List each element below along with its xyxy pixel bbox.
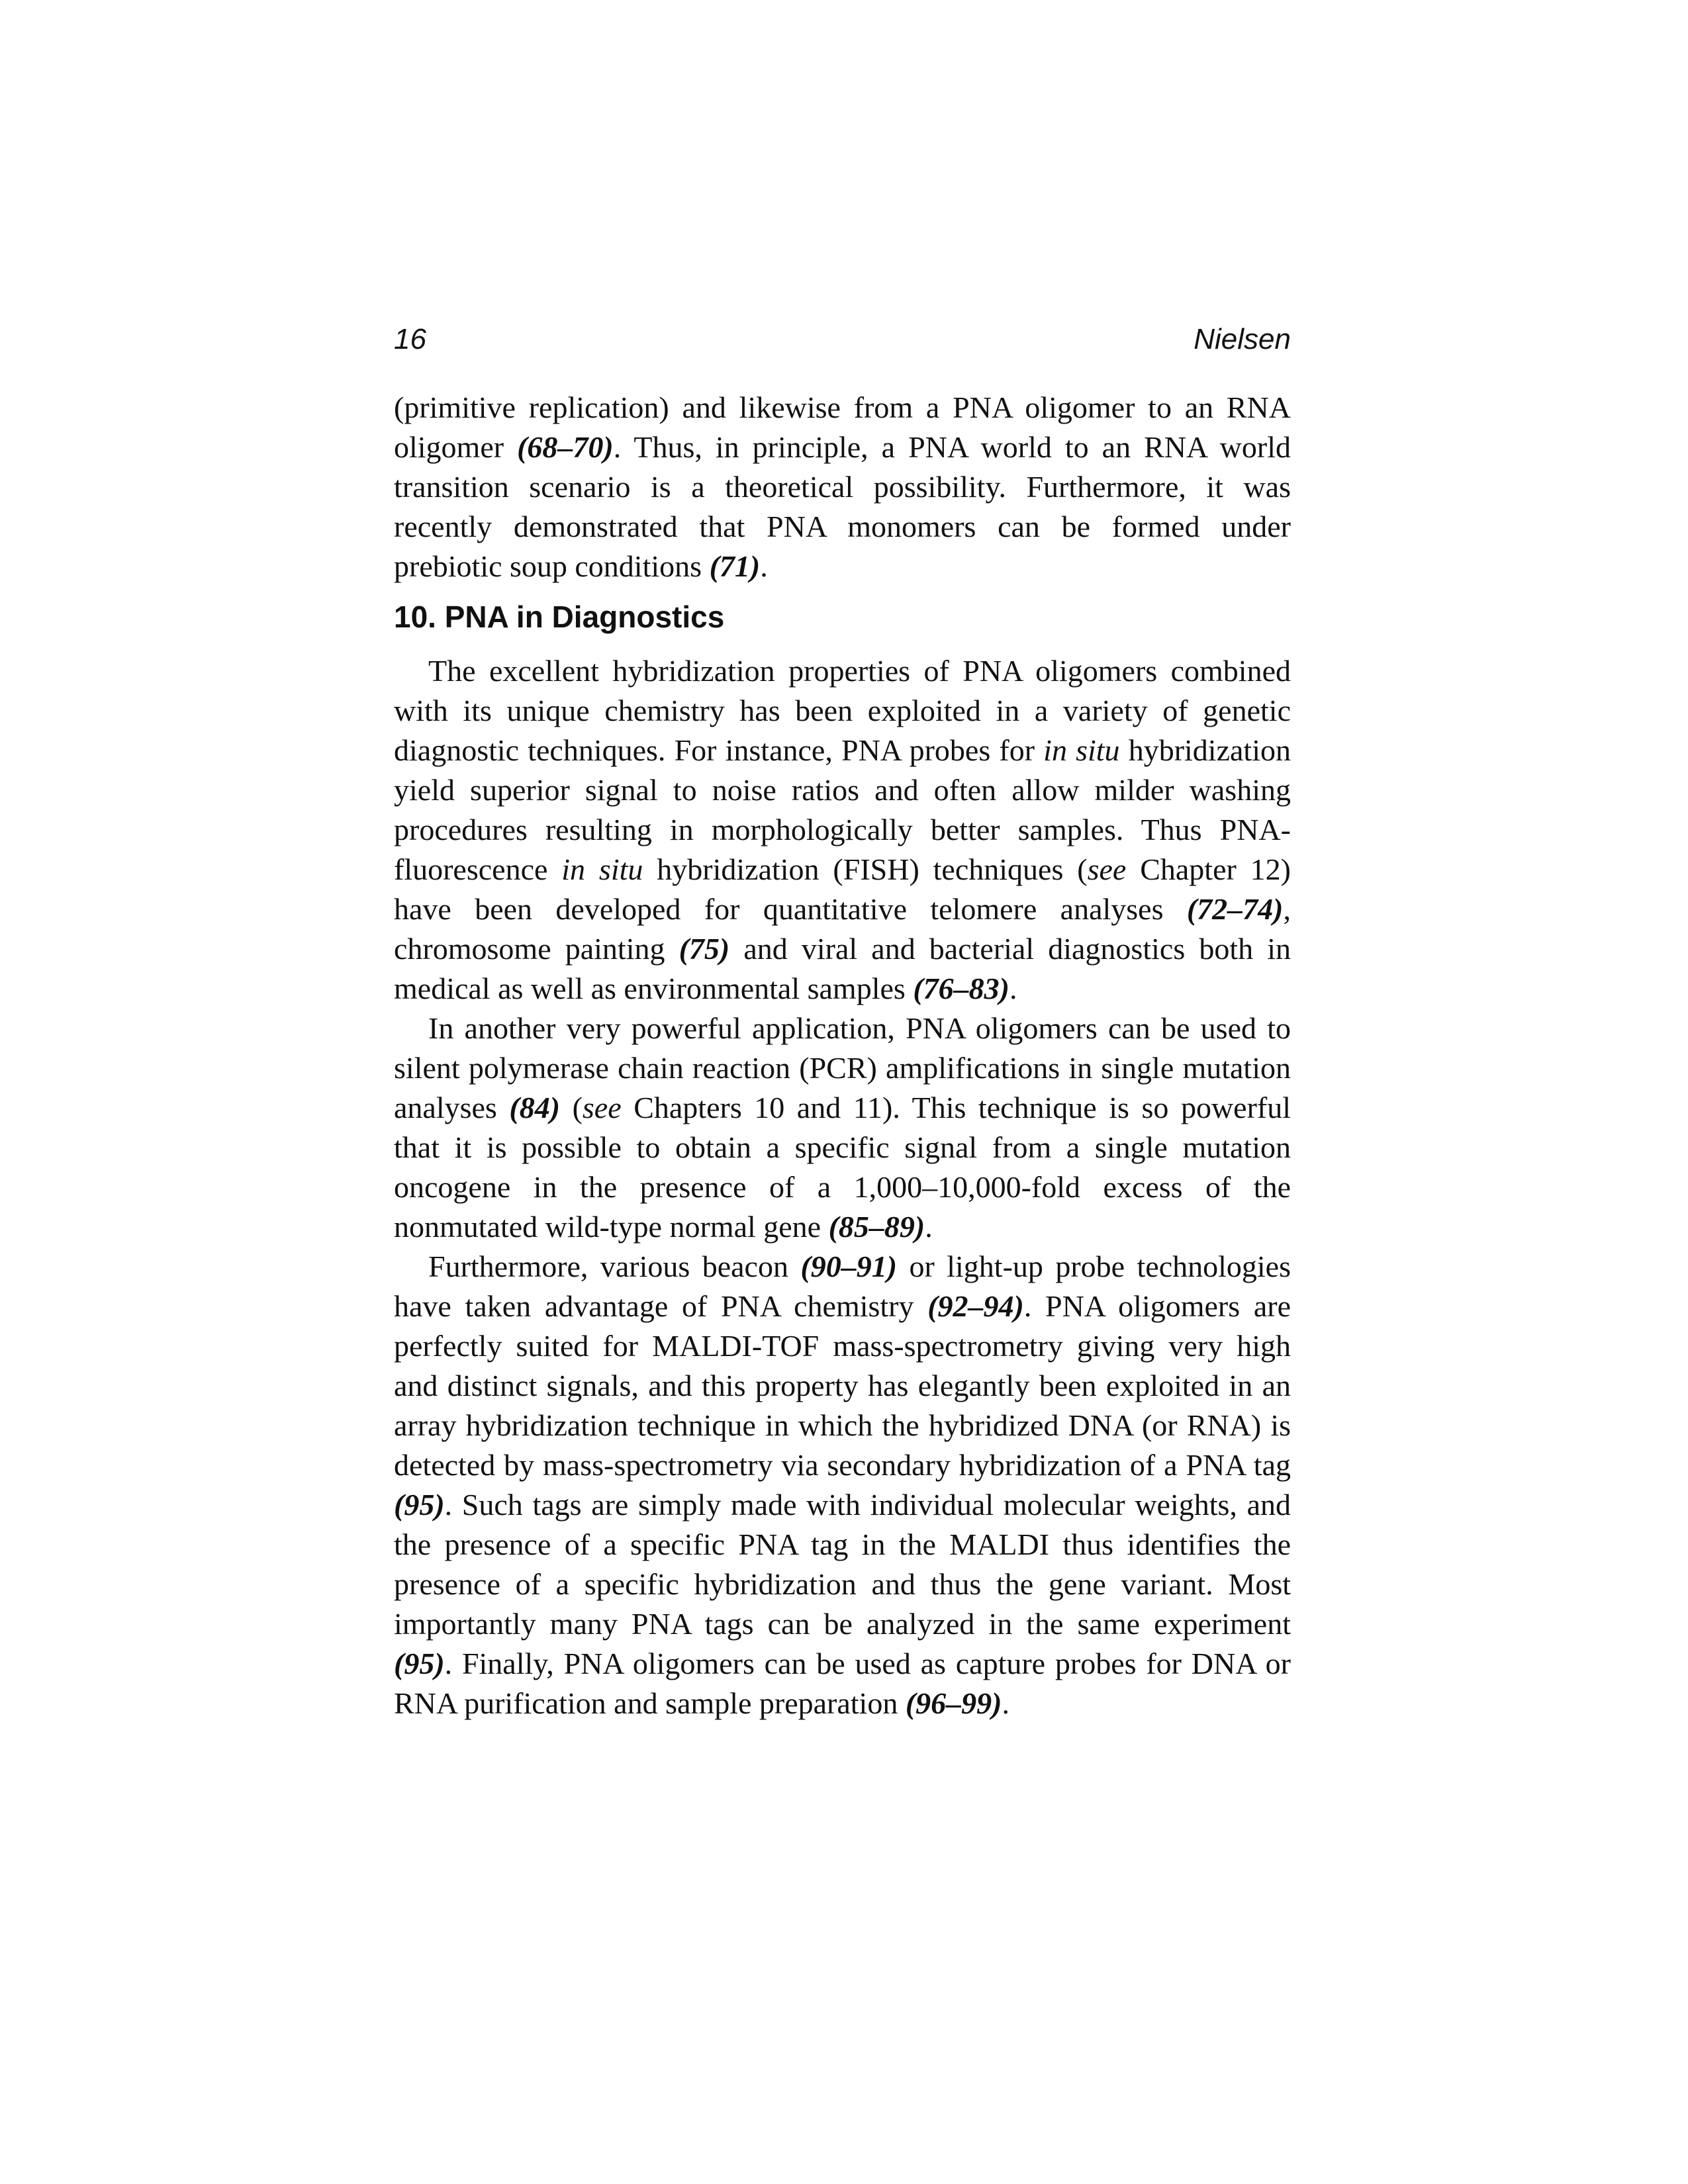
- citation: (96–99): [905, 1686, 1002, 1720]
- text-run: . PNA oligomers are perfectly suited for MALDI-TOF mass-spectrometry giving very high and distinct signals, and this property has elegantly been exploited in an array hybridization technique in which the hybridized DNA (or RNA) is detected by mass-spectrometry via secondary hybridization of a PNA tag: [394, 1289, 1291, 1482]
- text-run: (: [560, 1091, 583, 1124]
- text-run: or light-up probe technologies have taken advantage of PNA chemistry: [394, 1250, 1291, 1323]
- text-run: . Such tags are simply made with individual molecular weights, and the presence of a specific PNA tag in the MALDI thus identifies the presence of a specific hybridization and thus the gene variant. Most importantly many PNA tags can be analyzed in the same experiment: [394, 1488, 1291, 1641]
- text-run: Chapters 10 and 11). This technique is so powerful that it is possible to obtain a specific signal from a single mutation oncogene in the presence of a 1,000–10,000-fold excess of the nonmutated wild-type normal gene: [394, 1091, 1291, 1244]
- text-run: (primitive replication) and likewise from a PNA oligomer to an RNA oligomer: [394, 390, 1291, 464]
- text-run: . Thus, in principle, a PNA world to an RNA world transition scenario is a theoretical possibility. Furthermore, it was recently demonstrated that PNA monomers can be formed under prebiotic soup conditions: [394, 430, 1291, 583]
- text-run: and viral and bacterial diagnostics both in medical as well as environmental samples: [394, 932, 1291, 1005]
- intro-paragraph: [394, 388, 1291, 586]
- citation: (90–91): [800, 1250, 898, 1283]
- citation: (72–74): [1186, 892, 1284, 926]
- running-head-author: Nielsen: [1194, 323, 1291, 355]
- paragraph-diagnostics-2: [394, 1009, 1291, 1247]
- citation: (95): [394, 1647, 445, 1680]
- italic-term: see: [1087, 852, 1127, 886]
- citation: (75): [679, 932, 730, 966]
- text-run: The excellent hybridization properties of PNA oligomers combined with its unique chemistry has been exploited in a variety of genetic diagnostic techniques. For instance, PNA probes for: [394, 654, 1291, 767]
- text-run: hybridization yield superior signal to noise ratios and often allow milder washing procedures resulting in morphologically better samples. Thus PNA-fluorescence: [394, 733, 1291, 886]
- text-run: .: [925, 1210, 933, 1244]
- paragraph-diagnostics-1: [394, 651, 1291, 1009]
- text-run: .: [1002, 1686, 1009, 1720]
- text-run: . Finally, PNA oligomers can be used as capture probes for DNA or RNA purification and sample preparation: [394, 1647, 1291, 1720]
- citation: (76–83): [913, 972, 1009, 1005]
- citation: (85–89): [828, 1210, 925, 1244]
- running-head: [394, 323, 1291, 363]
- section-heading: 10. PNA in Diagnostics: [394, 600, 725, 634]
- citation: (84): [509, 1091, 561, 1124]
- paragraph-diagnostics-3: [394, 1247, 1291, 1723]
- citation: (95): [394, 1488, 445, 1522]
- italic-term: see: [582, 1091, 622, 1124]
- italic-term: in situ: [561, 852, 643, 886]
- text-run: .: [760, 549, 768, 583]
- text-run: In another very powerful application, PNA oligomers can be used to silent polymerase chain reaction (PCR) amplifications in single mutation analyses: [394, 1011, 1291, 1124]
- text-run: Furthermore, various beacon: [428, 1250, 801, 1283]
- text-run: Chapter 12) have been developed for quantitative telomere analyses: [394, 852, 1291, 926]
- text-run: , chromosome painting: [394, 892, 1291, 966]
- page-number: 16: [394, 323, 426, 355]
- text-run: .: [1009, 972, 1017, 1005]
- citation: (92–94): [927, 1289, 1024, 1323]
- citation: (68–70): [517, 430, 614, 464]
- citation: (71): [709, 549, 761, 583]
- text-run: hybridization (FISH) techniques (: [643, 852, 1088, 886]
- body-text: [394, 388, 1291, 1723]
- italic-term: in situ: [1043, 733, 1120, 767]
